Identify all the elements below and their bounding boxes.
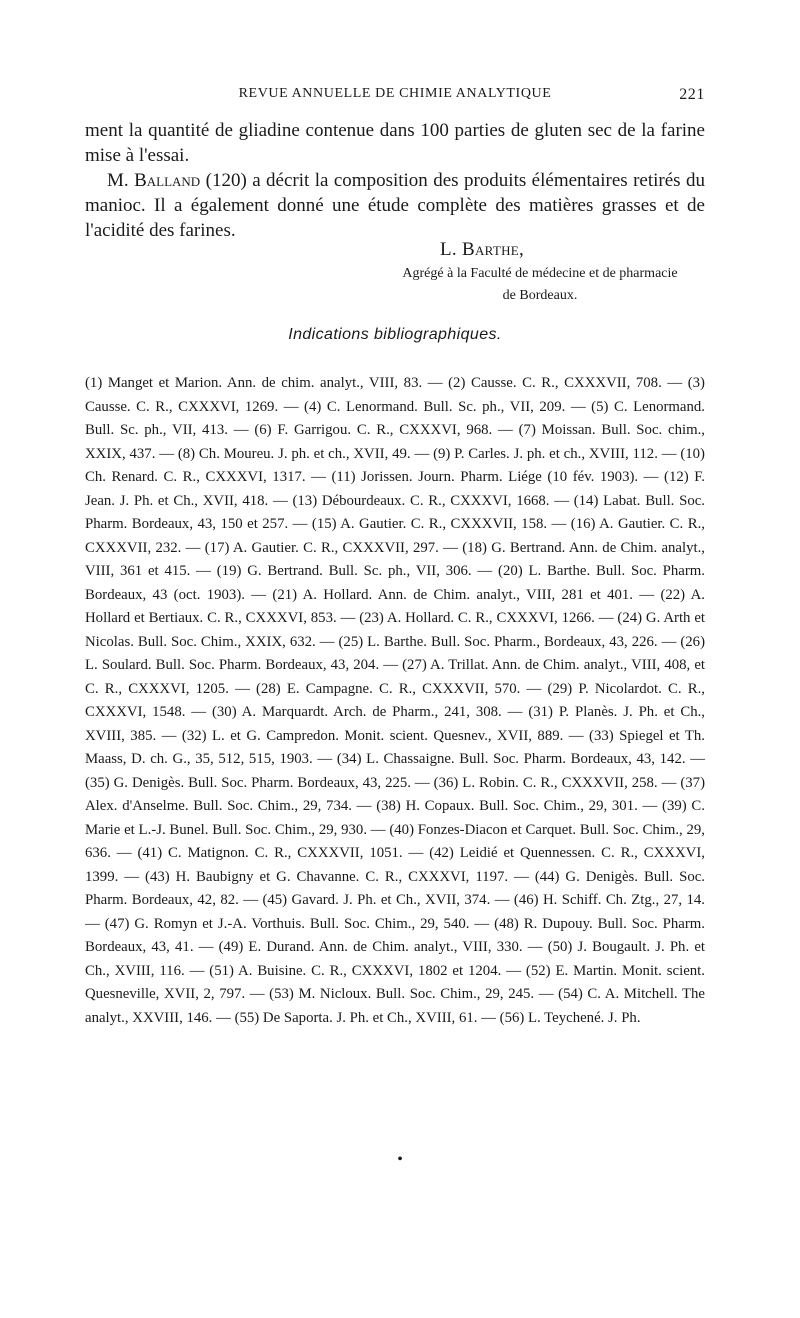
affiliation-line-1: Agrégé à la Faculté de médecine et de pharmacie [402,266,678,281]
running-header [85,86,705,108]
bibliography-list [85,372,705,1152]
page-number: 221 [679,86,705,103]
paragraph-2-start: M. [107,170,135,191]
author-affiliation [360,263,720,307]
paragraph-2-rest: (120) a décrit la composition des produits élémentaires retirés du manioc. Il a également donné une étude complète des matières grasses et de l'acidité des farines. [85,170,705,241]
author-signature: L. Barthe, [440,239,525,260]
footer-mark: • [397,1151,403,1168]
affiliation-line-2: de Bordeaux. [502,288,578,303]
paragraph-2-name: Balland [134,170,201,191]
bibliography-text: (1) Manget et Marion. Ann. de chim. analyt., VIII, 83. — (2) Causse. C. R., CXXXVII, 708. — (3) Causse. C. R., CXXXVI, 1269. — (4) C. Lenormand. Bull. Sc. ph., VII, 209. — (5) C. Lenormand. Bull. Sc. ph., VII, 413. — (6) F. Garrigou. C. R., CXXXVI, 968. — (7) Moissan. Bull. Soc. chim., XXIX, 437. — (8) Ch. Moureu. J. ph. et ch., XVII, 49. — (9) P. Carles. J. ph. et ch., XVIII, 112. — (10) Ch. Renard. C. R., CXXXVI, 1317. — (11) Jorissen. Journ. Pharm. Liége (10 fév. 1903). — (12) F. Jean. J. Ph. et Ch., XVII, 418. — (13) Débourdeaux. C. R., CXXXVI, 1668. — (14) Labat. Bull. Soc. Pharm. Bordeaux, 43, 150 et 257. — (15) A. Gautier. C. R., CXXXVII, 158. — (16) A. Gautier. C. R., CXXXVII, 232. — (17) A. Gautier. C. R., CXXXVII, 297. — (18) G. Bertrand. Ann. de Chim. analyt., VIII, 361 et 415. — (19) G. Bertrand. Bull. Sc. ph., VII, 306. — (20) L. Barthe. Bull. Soc. Pharm. Bordeaux, 43 (oct. 1903). — (21) A. Hollard. Ann. de Chim. analyt., VIII, 281 et 401. — (22) A. Hollard et Bertiaux. C. R., CXXXVI, 853. — (23) A. Hollard. C. R., CXXXVI, 1266. — (24) G. Arth et Nicolas. Bull. Soc. Chim., XXIX, 632. — (25) L. Barthe. Bull. Soc. Pharm., Bordeaux, 43, 226. — (26) L. Soulard. Bull. Soc. Pharm. Bordeaux, 43, 204. — (27) A. Trillat. Ann. de Chim. analyt., VIII, 408, et C. R., CXXXVI, 1205. — (28) E. Campagne. C. R., CXXXVII, 570. — (29) P. Nicolardot. C. R., CXXXVI, 1548. — (30) A. Marquardt. Arch. de Pharm., 241, 308. — (31) P. Planès. J. Ph. et Ch., XVIII, 385. — (32) L. et G. Campredon. Monit. scient. Quesnev., XVII, 889. — (33) Spiegel et Th. Maass, D. ch. G., 35, 512, 515, 1903. — (34) L. Chassaigne. Bull. Soc. Pharm. Bordeaux, 43, 142. — (35) G. Denigès. Bull. Soc. Pharm. Bordeaux, 43, 225. — (36) L. Robin. C. R., CXXXVII, 258. — (37) Alex. d'Anselme. Bull. Soc. Chim., 29, 734. — (38) H. Copaux. Bull. Soc. Chim., 29, 301. — (39) C. Marie et L.-J. Bunel. Bull. Soc. Chim., 29, 930. — (40) Fonzes-Diacon et Carquet. Bull. Soc. Chim., 29, 636. — (41) C. Matignon. C. R., CXXXVII, 1051. — (42) Leidié et Quennessen. C. R., CXXXVI, 1399. — (43) H. Baubigny et G. Chavanne. C. R., CXXXVI, 1197. — (44) G. Denigès. Bull. Soc. Pharm. Bordeaux, 42, 82. — (45) Gavard. J. Ph. et Ch., XVII, 374. — (46) H. Schiff. Ch. Ztg., 27, 14. — (47) G. Romyn et J.-A. Vorthuis. Bull. Soc. Chim., 29, 540. — (48) R. Dupouy. Bull. Soc. Pharm. Bordeaux, 43, 41. — (49) E. Durand. Ann. de Chim. analyt., VIII, 330. — (50) J. Bougault. J. Ph. et Ch., XVIII, 116. — (51) A. Buisine. C. R., CXXXVI, 1802 et 1204. — (52) E. Martin. Monit. scient. Quesneville, XVII, 2, 797. — (53) M. Nicloux. Bull. Soc. Chim., 29, 245. — (54) C. A. Mitchell. The analyt., XXVIII, 146. — (55) De Saporta. J. Ph. et Ch., XVIII, 61. — (56) L. Teychené. J. Ph. [85,375,705,1026]
running-title: REVUE ANNUELLE DE CHIMIE ANALYTIQUE [238,86,552,101]
paragraph-1: ment la quantité de gliadine contenue dans 100 parties de gluten sec de la farine mise à l'essai. [85,120,705,166]
paragraph-2 [85,168,705,243]
body-text [85,118,705,243]
section-heading: Indications bibliographiques. [288,326,502,343]
